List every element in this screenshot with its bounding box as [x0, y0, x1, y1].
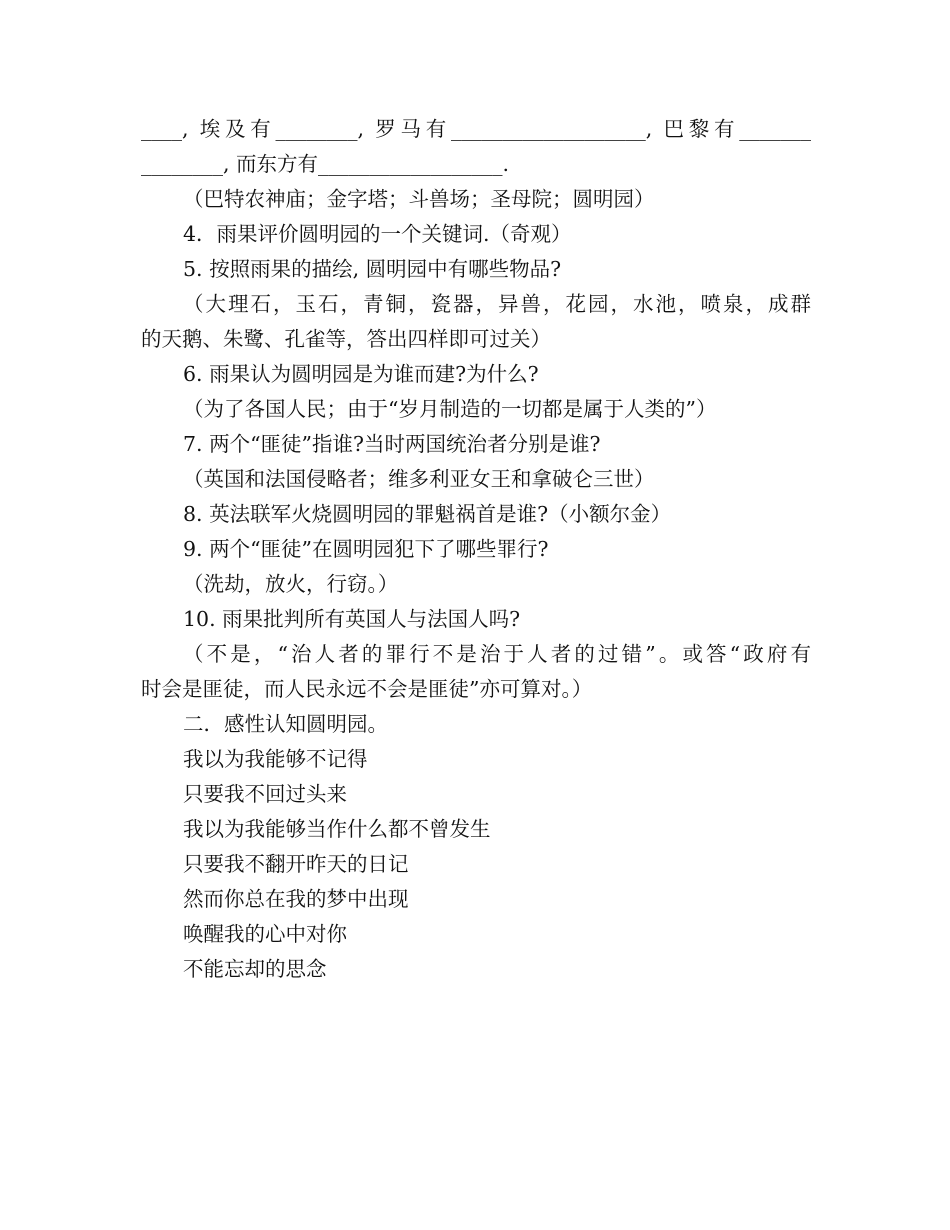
poem-line-6: 唤醒我的心中对你 [183, 922, 347, 946]
poem-line-7: 不能忘却的思念 [183, 957, 327, 981]
question-7: 7. 两个“匪徒”指谁?当时两国统治者分别是谁? [183, 432, 601, 456]
question-5: 5. 按照雨果的描绘, 圆明园中有哪些物品? [183, 257, 562, 281]
poem-line-5: 然而你总在我的梦中出现 [183, 887, 409, 911]
answer-7: （英国和法国侵略者；维多利亚女王和拿破仑三世） [183, 467, 655, 491]
question-6: 6. 雨果认为圆明园是为谁而建?为什么? [183, 362, 539, 386]
fill-blank-line-2: ________, 而东方有__________________. [141, 152, 510, 176]
answer-9: （洗劫，放火，行窃。） [183, 572, 399, 596]
question-10: 10. 雨果批判所有英国人与法国人吗? [183, 607, 521, 631]
poem-line-1: 我以为我能够不记得 [183, 747, 368, 771]
answer-10-line-1: （不是，“治人者的罪行不是治于人者的过错”。或答“政府有 [183, 642, 811, 666]
section-heading: 二．感性认知圆明园。 [183, 712, 388, 736]
poem-line-3: 我以为我能够当作什么都不曾发生 [183, 817, 491, 841]
answer-10-line-2: 时会是匪徒，而人民永远不会是匪徒”亦可算对。） [141, 677, 593, 701]
question-8: 8. 英法联军火烧圆明园的罪魁祸首是谁?（小额尔金） [183, 502, 672, 526]
answer-5-line-1: （大理石，玉石，青铜，瓷器，异兽，花园，水池，喷泉，成群 [183, 292, 811, 316]
poem-line-4: 只要我不翻开昨天的日记 [183, 852, 409, 876]
document-page [141, 112, 811, 987]
fill-blank-line-1: ____, 埃及有________, 罗马有___________________, 巴黎有_______ [141, 117, 811, 141]
answer-line: （巴特农神庙；金字塔；斗兽场；圣母院；圆明园） [183, 187, 655, 211]
answer-5-line-2: 的天鹅、朱鹭、孔雀等，答出四样即可过关） [141, 327, 551, 351]
question-4: 4．雨果评价圆明园的一个关键词.（奇观） [183, 222, 572, 246]
poem-line-2: 只要我不回过头来 [183, 782, 347, 806]
question-9: 9. 两个“匪徒”在圆明园犯下了哪些罪行? [183, 537, 549, 561]
answer-6: （为了各国人民；由于“岁月制造的一切都是属于人类的”） [183, 397, 717, 421]
